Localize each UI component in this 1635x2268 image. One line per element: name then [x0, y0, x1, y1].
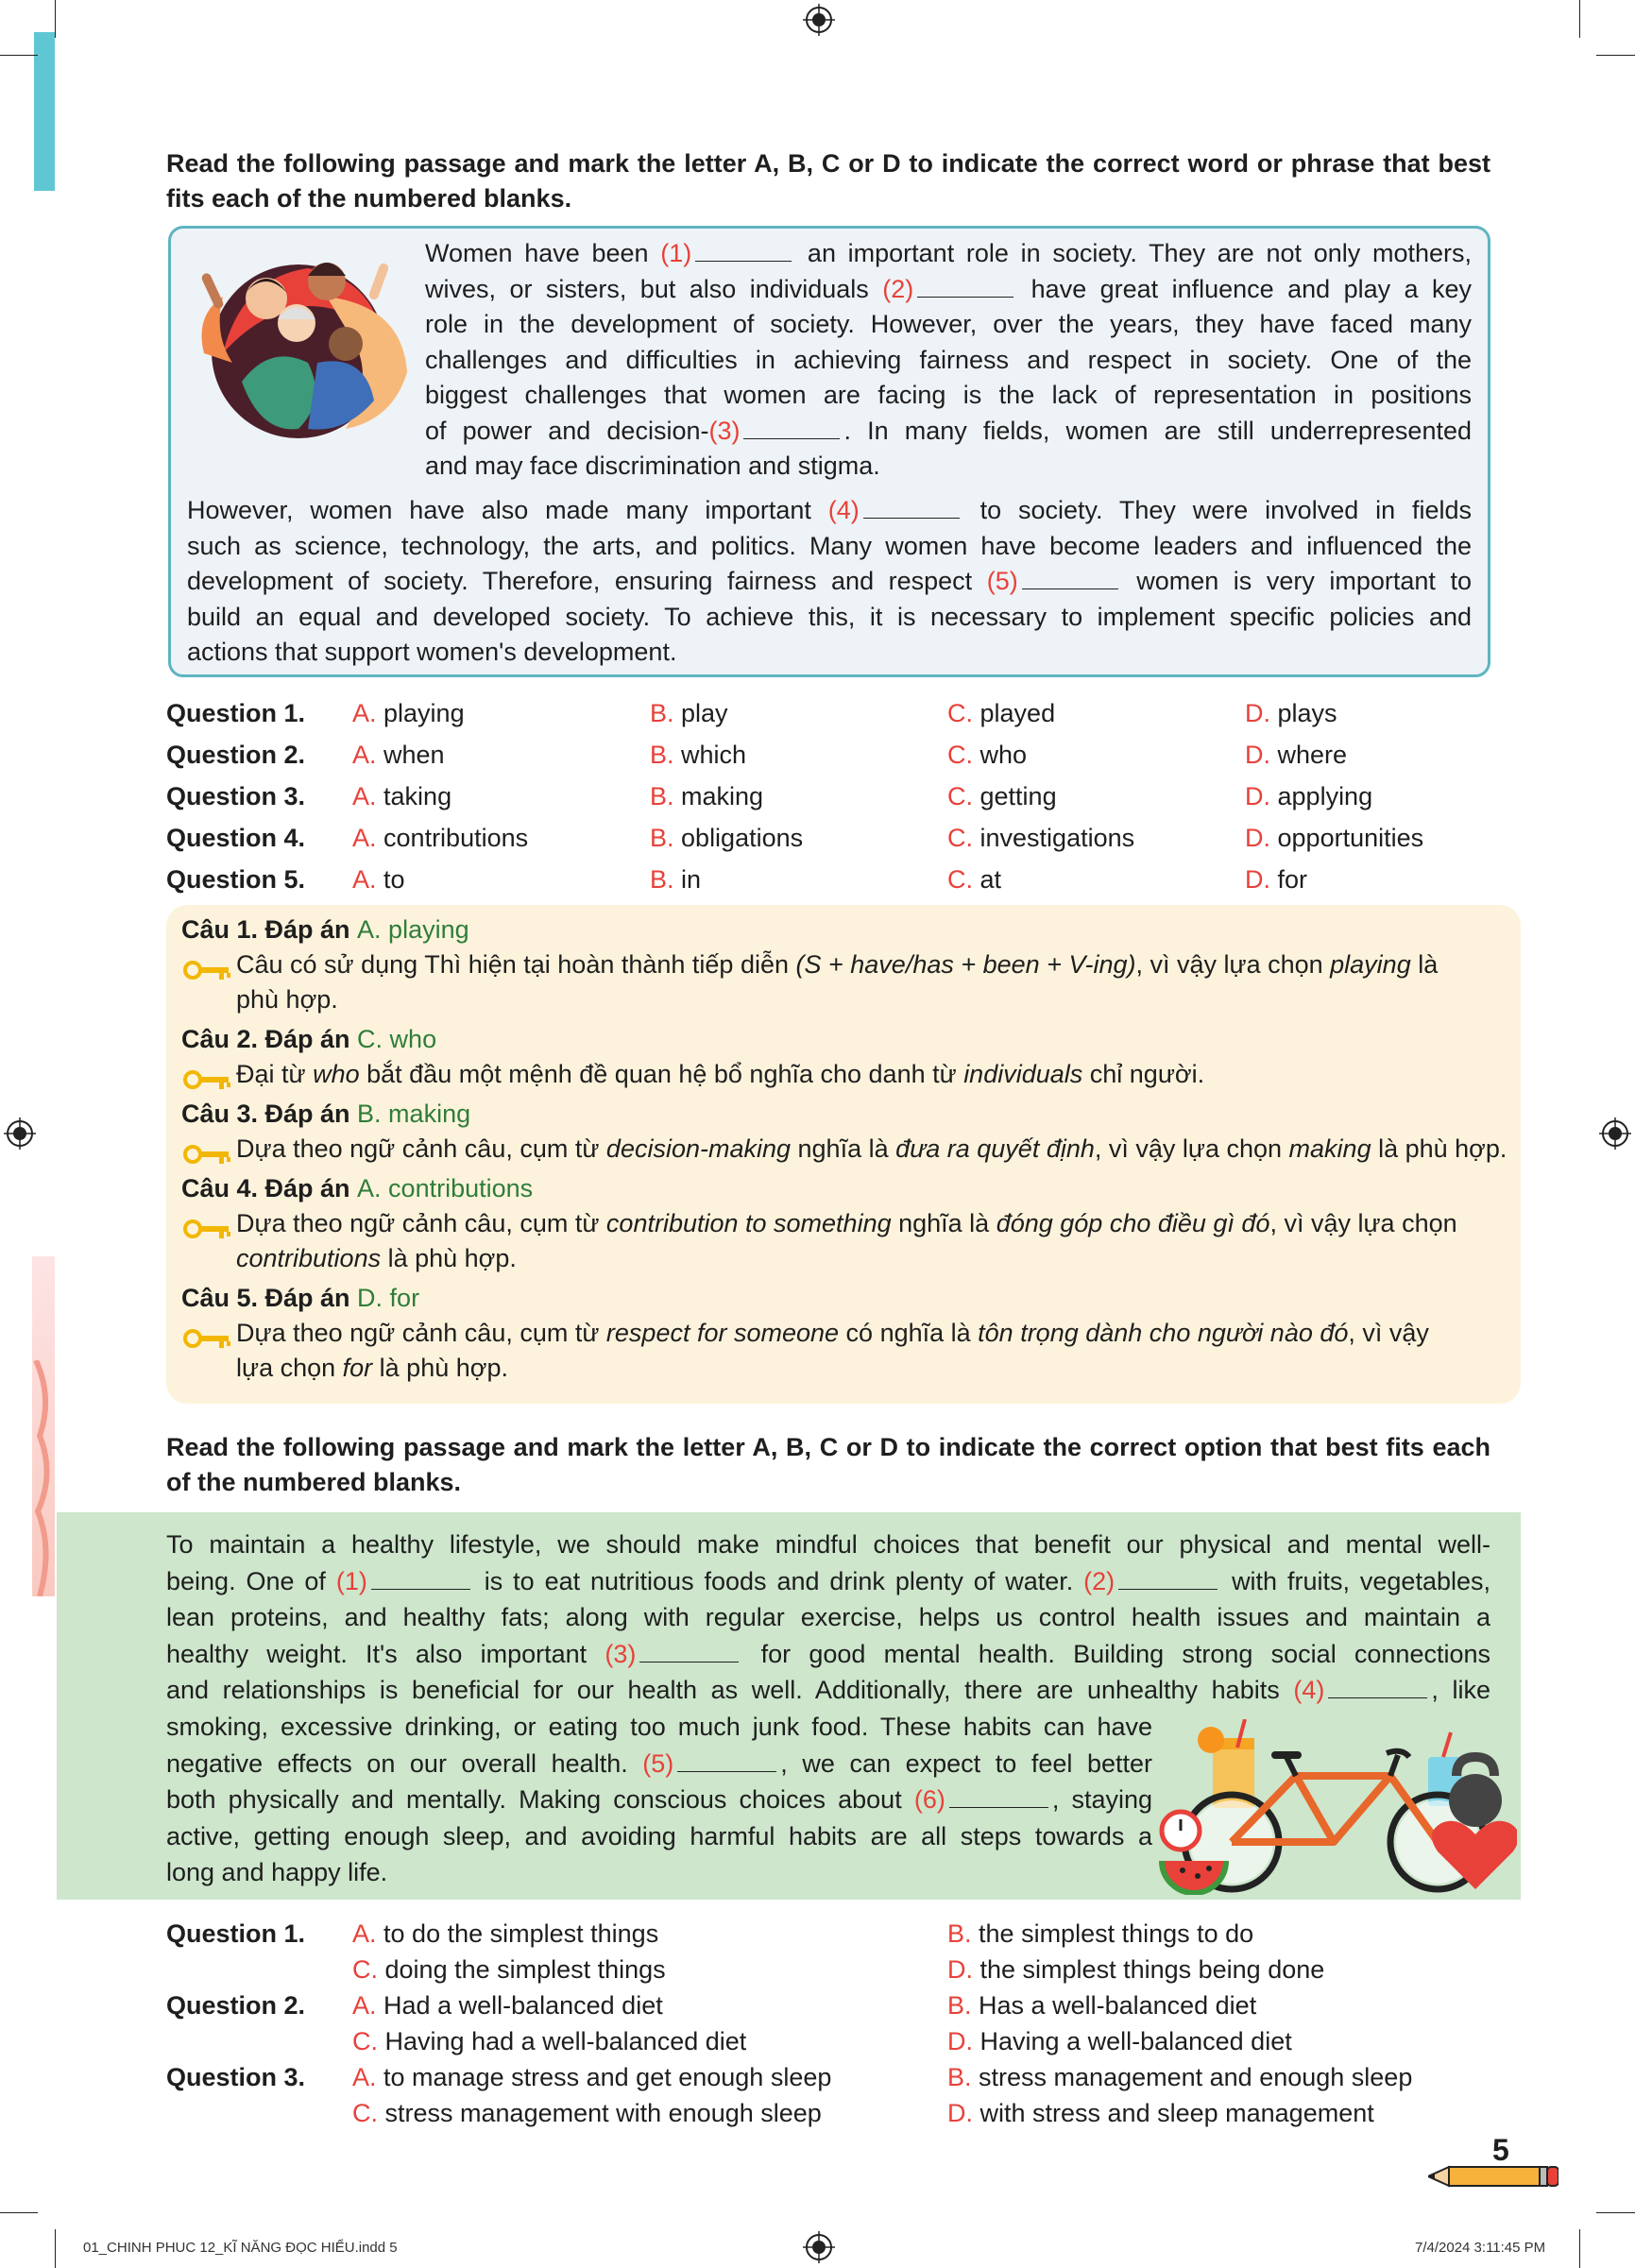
passage-text: and may face discrimination and stigma.: [425, 452, 880, 480]
passage-text: negative effects on our overall health.: [166, 1748, 643, 1778]
option-letter: C.: [947, 824, 973, 852]
passage-text: , like: [1431, 1676, 1490, 1705]
option-letter: B.: [650, 699, 674, 727]
question-label: Question 1.: [166, 699, 306, 727]
passage-line: [166, 1563, 1490, 1600]
option-letter: C.: [947, 782, 973, 810]
explanation-text: decision-making: [605, 1134, 792, 1163]
option-letter: D.: [947, 1955, 973, 1984]
option-letter: D.: [1245, 824, 1270, 852]
passage-text: Women have been: [425, 239, 661, 267]
passage-line: [166, 1636, 1490, 1673]
option-text: played: [979, 699, 1056, 727]
passage-line: [187, 564, 1472, 600]
option-letter: A.: [352, 699, 377, 727]
section2-instruction: Read the following passage and mark the letter A, B, C or D to indicate the correct option that best fits each of the numbered blanks.: [166, 1433, 1490, 1496]
option-text: playing: [383, 699, 465, 727]
question-row: [166, 736, 1507, 774]
answer-option[interactable]: [352, 736, 445, 774]
crop-mark: [0, 55, 38, 56]
option-letter: B.: [947, 2063, 972, 2091]
explanation-text: Dựa theo ngữ cảnh câu, cụm từ: [236, 1319, 606, 1347]
healthy-lifestyle-illustration: [1154, 1719, 1517, 1895]
key-icon: [183, 1323, 232, 1344]
answer-option[interactable]: [947, 1952, 1324, 1987]
answer-blank: [639, 1660, 739, 1663]
question-label: Question 4.: [166, 824, 306, 852]
blank-number: (6): [913, 1785, 945, 1815]
answer-option[interactable]: [650, 819, 803, 857]
explanation-text: đưa ra quyết định: [895, 1134, 1095, 1163]
explanation-text: là: [1410, 950, 1439, 979]
explanation-text: (S + have/has + been + V-ing): [795, 950, 1136, 979]
registration-mark-icon: [1599, 1117, 1631, 1150]
answer-label: Câu 2. Đáp án: [181, 1025, 358, 1053]
option-text: Has a well-balanced diet: [979, 1991, 1257, 2020]
passage-line: [187, 529, 1472, 565]
passage-line: [166, 1746, 1152, 1782]
passage-text: with fruits, vegetables,: [1221, 1566, 1490, 1595]
passage-text: have great influence and play a key: [1017, 274, 1472, 303]
answer-option[interactable]: [947, 694, 1055, 732]
answer-option[interactable]: [1245, 694, 1337, 732]
answer-option[interactable]: [352, 1987, 663, 2023]
explanation-text: for: [342, 1354, 373, 1382]
answer-option[interactable]: [352, 819, 528, 857]
option-letter: D.: [947, 2027, 973, 2055]
question-row: [166, 694, 1507, 732]
explanation-text: contribution to something: [605, 1209, 892, 1237]
passage-text: biggest challenges that women are facing is the lack of representation in positions: [425, 381, 1472, 409]
answer-option[interactable]: [352, 694, 465, 732]
passage-text: of power and decision-: [425, 416, 709, 445]
option-letter: C.: [947, 865, 973, 894]
option-letter: D.: [1245, 782, 1270, 810]
question-row: [166, 819, 1507, 857]
option-text: Had a well-balanced diet: [383, 1991, 663, 2020]
section1-instruction: Read the following passage and mark the letter A, B, C or D to indicate the correct word or phrase that best fits each of the numbered blanks.: [166, 149, 1490, 213]
blank-number: (3): [605, 1639, 637, 1668]
explanation-line: [236, 982, 1506, 1017]
explanation-text: nghĩa là: [791, 1134, 896, 1163]
passage-text: both physically and mentally. Making conscious choices about: [166, 1785, 914, 1815]
explanation-line: [236, 1351, 1506, 1386]
explanation-text: là phù hợp.: [381, 1244, 517, 1272]
question-label: Question 3.: [166, 782, 306, 810]
passage-text: wives, or sisters, but also individuals: [425, 274, 883, 303]
passage-line: [166, 1672, 1490, 1709]
passage-text: women is very important to: [1121, 567, 1472, 595]
option-text: investigations: [979, 824, 1135, 852]
passage-line: [166, 1599, 1490, 1636]
passage-line: [187, 493, 1472, 529]
passage-text: being. One of: [166, 1566, 336, 1595]
option-text: which: [681, 741, 747, 769]
option-text: stress management with enough sleep: [384, 2099, 822, 2127]
answer-heading: [181, 1022, 1504, 1057]
key-icon: [183, 955, 232, 976]
crop-mark: [1579, 2229, 1580, 2268]
explanation-line: [236, 947, 1506, 982]
explanation-text: Dựa theo ngữ cảnh câu, cụm từ: [236, 1134, 606, 1163]
explanation-text: who: [313, 1060, 360, 1088]
explanation-line: [236, 1206, 1506, 1241]
correct-answer: A. contributions: [357, 1174, 534, 1202]
answer-label: Câu 4. Đáp án: [181, 1174, 358, 1202]
option-text: opportunities: [1277, 824, 1424, 852]
passage-line: [166, 1782, 1152, 1818]
explanation-text: tôn trọng dành cho người nào đó: [978, 1319, 1349, 1347]
passage-text: active, getting enough sleep, and avoiding harmful habits are all steps towards a: [166, 1821, 1152, 1850]
option-letter: A.: [352, 782, 377, 810]
option-letter: C.: [947, 699, 973, 727]
question-label: Question 5.: [166, 865, 306, 894]
option-letter: C.: [352, 2027, 378, 2055]
blank-number: (5): [986, 567, 1018, 595]
blank-number: (5): [642, 1748, 674, 1778]
answer-explanation: [183, 1206, 1506, 1276]
option-text: to do the simplest things: [383, 1919, 659, 1948]
option-text: for: [1277, 865, 1308, 894]
explanation-text: contributions: [236, 1244, 382, 1272]
option-letter: C.: [352, 2099, 378, 2127]
option-text: applying: [1277, 782, 1373, 810]
answer-option[interactable]: [650, 694, 728, 732]
footer-timestamp: 7/4/2024 3:11:45 PM: [1415, 2240, 1546, 2256]
option-text: where: [1277, 741, 1348, 769]
passage-text: . In many fields, women are still underrepresented: [843, 416, 1473, 445]
answer-explanation: [183, 1132, 1506, 1167]
key-icon: [183, 1139, 232, 1160]
question-label: Question 1.: [166, 1919, 306, 1948]
passage1-paragraph1: [425, 236, 1472, 485]
option-text: to: [383, 865, 405, 894]
answer-explanation: [183, 947, 1506, 1017]
option-letter: A.: [352, 1919, 377, 1948]
passage-line: [166, 1709, 1152, 1746]
explanation-text: respect for someone: [605, 1319, 840, 1347]
passage-line: [166, 1818, 1152, 1855]
explanation-text: , vì vậy lựa chọn: [1094, 1134, 1289, 1163]
option-text: stress management and enough sleep: [979, 2063, 1413, 2091]
passage-line: [425, 414, 1472, 450]
option-letter: B.: [650, 782, 674, 810]
blank-number: (4): [1293, 1676, 1325, 1705]
answer-heading: [181, 1171, 1504, 1206]
explanation-text: Câu có sử dụng Thì hiện tại hoàn thành tiếp diễn: [236, 950, 796, 979]
answer-option[interactable]: [947, 777, 1057, 815]
passage-line: [425, 236, 1472, 272]
option-letter: D.: [1245, 699, 1270, 727]
option-letter: A.: [352, 1991, 377, 2020]
answer-blank: [743, 436, 840, 439]
question-label: Question 3.: [166, 2063, 306, 2091]
passage-line: [425, 272, 1472, 308]
explanation-text: lựa chọn: [236, 1354, 343, 1382]
passage-text: However, women have also made many important: [187, 496, 828, 524]
passage-line: [187, 600, 1472, 636]
passage1-paragraph2: [187, 493, 1472, 671]
option-letter: C.: [947, 741, 973, 769]
explanation-text: making: [1288, 1134, 1371, 1163]
correct-answer: A. playing: [357, 915, 469, 944]
option-letter: A.: [352, 741, 377, 769]
passage-text: is to eat nutritious foods and drink plenty of water.: [473, 1566, 1084, 1595]
option-letter: A.: [352, 824, 377, 852]
passage-text: healthy weight. It's also important: [166, 1639, 605, 1668]
passage-text: build an equal and developed society. To achieve this, it is necessary to implement specific policies and: [187, 602, 1472, 631]
passage-text: an important role in society. They are not only mothers,: [795, 239, 1472, 267]
answer-option[interactable]: [352, 861, 405, 898]
answer-option[interactable]: [1245, 777, 1372, 815]
answer-option[interactable]: [1245, 861, 1307, 898]
passage-text: smoking, excessive drinking, or eating too much junk food. These habits can have: [166, 1712, 1152, 1741]
question-row: [166, 861, 1507, 898]
option-text: at: [979, 865, 1002, 894]
passage-text: , staying: [1051, 1785, 1152, 1815]
explanation-line: [236, 1132, 1506, 1167]
passage-line: [166, 1854, 1152, 1891]
answer-option[interactable]: [650, 736, 746, 774]
explanation-text: chỉ người.: [1082, 1060, 1205, 1088]
option-letter: D.: [947, 2099, 973, 2127]
answer-blank: [371, 1587, 470, 1590]
passage-line: [425, 449, 1472, 485]
passage-text: role in the development of society. However, over the years, they have faced many: [425, 310, 1472, 338]
explanation-line: [236, 1241, 1506, 1276]
passage-text: long and happy life.: [166, 1858, 388, 1887]
answer-blank: [863, 516, 960, 519]
answer-option[interactable]: [947, 2023, 1292, 2059]
answer-option[interactable]: [947, 861, 1001, 898]
passage-text: To maintain a healthy lifestyle, we should make mindful choices that benefit our physical and mental well-: [166, 1530, 1490, 1559]
option-letter: D.: [1245, 741, 1270, 769]
question-label: Question 2.: [166, 741, 306, 769]
passage-text: and relationships is beneficial for our health as well. Additionally, there are unhealthy habits: [166, 1676, 1294, 1705]
explanation-text: Dựa theo ngữ cảnh câu, cụm từ: [236, 1209, 606, 1237]
question-label: Question 2.: [166, 1991, 306, 2020]
correct-answer: B. making: [357, 1100, 471, 1128]
crop-mark: [1579, 0, 1580, 38]
registration-mark-icon: [4, 1117, 36, 1150]
explanation-text: Đại từ: [236, 1060, 314, 1088]
option-text: getting: [979, 782, 1057, 810]
answer-explanation: [183, 1316, 1506, 1386]
blank-number: (1): [660, 239, 692, 267]
explanation-line: [236, 1316, 1506, 1351]
option-text: Having a well-balanced diet: [979, 2027, 1292, 2055]
passage-line: [425, 343, 1472, 379]
option-text: making: [681, 782, 764, 810]
answer-heading: [181, 1281, 1504, 1316]
answer-option[interactable]: [352, 1952, 666, 1987]
option-text: when: [383, 741, 445, 769]
passage-text: development of society. Therefore, ensuring fairness and respect: [187, 567, 987, 595]
passage-line: [166, 1526, 1490, 1563]
answer-heading: [181, 1097, 1504, 1132]
option-letter: B.: [650, 741, 674, 769]
option-text: contributions: [383, 824, 529, 852]
option-text: doing the simplest things: [384, 1955, 666, 1984]
option-text: the simplest things to do: [979, 1919, 1254, 1948]
blank-number: (2): [882, 274, 914, 303]
option-letter: A.: [352, 865, 377, 894]
answer-option[interactable]: [947, 2059, 1412, 2095]
crop-mark: [55, 0, 56, 38]
explanation-text: , vì vậy lựa chọn: [1135, 950, 1331, 979]
blank-number: (4): [827, 496, 860, 524]
crop-mark: [1596, 2212, 1635, 2213]
registration-mark-icon: [803, 2231, 835, 2263]
explanation-text: , vì vậy lựa chọn: [1269, 1209, 1457, 1237]
answer-blank: [677, 1769, 776, 1772]
passage-text: such as science, technology, the arts, and politics. Many women have become leaders and influenced the: [187, 531, 1472, 560]
explanation-text: phù hợp.: [236, 985, 338, 1014]
registration-mark-icon: [803, 4, 835, 36]
left-leaf-decoration: [32, 1360, 57, 1596]
explanation-text: individuals: [963, 1060, 1083, 1088]
answer-option[interactable]: [352, 1916, 658, 1952]
answer-option[interactable]: [947, 1987, 1256, 2023]
explanation-text: là phù hợp.: [372, 1354, 508, 1382]
option-text: who: [979, 741, 1028, 769]
explanation-text: có nghĩa là: [839, 1319, 979, 1347]
passage-text: actions that support women's development.: [187, 638, 677, 666]
answer-option[interactable]: [947, 736, 1027, 774]
explanation-line: [236, 1057, 1506, 1092]
passage-text: to society. They were involved in fields: [962, 496, 1472, 524]
crop-mark: [0, 2212, 38, 2213]
crop-mark: [1596, 55, 1635, 56]
left-cyan-tab: [34, 32, 55, 191]
passage-line: [425, 378, 1472, 414]
answer-heading: [181, 912, 1504, 947]
answer-option[interactable]: [650, 861, 701, 898]
answer-blank: [695, 259, 792, 262]
answer-option[interactable]: [947, 2095, 1374, 2131]
answer-blank: [1022, 587, 1118, 589]
option-letter: A.: [352, 2063, 377, 2091]
answer-blank: [1328, 1696, 1427, 1698]
option-text: Having had a well-balanced diet: [384, 2027, 747, 2055]
answer-option[interactable]: [1245, 736, 1347, 774]
answer-option[interactable]: [352, 777, 451, 815]
option-letter: B.: [947, 1919, 972, 1948]
explanation-text: bắt đầu một mệnh đề quan hệ bổ nghĩa cho danh từ: [359, 1060, 964, 1088]
option-letter: B.: [650, 865, 674, 894]
option-text: taking: [383, 782, 452, 810]
question-row: [166, 777, 1507, 815]
option-text: obligations: [681, 824, 804, 852]
answer-option[interactable]: [947, 1916, 1253, 1952]
passage-text: for good mental health. Building strong social connections: [742, 1639, 1490, 1668]
answer-blank: [1118, 1587, 1218, 1590]
passage-text: lean proteins, and healthy fats; along with regular exercise, helps us control health issues and maintain a: [166, 1603, 1490, 1632]
answer-option[interactable]: [352, 2095, 822, 2131]
blank-number: (3): [708, 416, 741, 445]
crop-mark: [55, 2229, 56, 2268]
passage-line: [187, 635, 1472, 671]
answer-label: Câu 3. Đáp án: [181, 1100, 358, 1128]
explanation-text: playing: [1330, 950, 1411, 979]
answer-option[interactable]: [352, 2023, 746, 2059]
correct-answer: D. for: [357, 1284, 420, 1312]
explanation-text: , vì vậy: [1348, 1319, 1429, 1347]
pencil-icon: [1428, 2165, 1558, 2188]
explanation-text: là phù hợp.: [1371, 1134, 1507, 1163]
correct-answer: C. who: [357, 1025, 437, 1053]
key-icon: [183, 1065, 232, 1085]
option-letter: B.: [650, 824, 674, 852]
answer-option[interactable]: [1245, 819, 1423, 857]
passage-text: , we can expect to feel better: [780, 1748, 1152, 1778]
answer-label: Câu 1. Đáp án: [181, 915, 358, 944]
answer-blank: [949, 1805, 1048, 1808]
footer-filename: 01_CHINH PHUC 12_KĨ NĂNG ĐỌC HIỂU.indd 5: [83, 2240, 398, 2256]
key-icon: [183, 1214, 232, 1235]
passage-line: [425, 307, 1472, 343]
option-text: the simplest things being done: [979, 1955, 1325, 1984]
explanation-text: nghĩa là: [891, 1209, 996, 1237]
answer-option[interactable]: [650, 777, 763, 815]
answer-blank: [917, 295, 1013, 298]
option-text: to manage stress and get enough sleep: [383, 2063, 832, 2091]
option-letter: B.: [947, 1991, 972, 2020]
option-letter: D.: [1245, 865, 1270, 894]
blank-number: (1): [335, 1566, 367, 1595]
answer-option[interactable]: [352, 2059, 831, 2095]
answer-explanation: [183, 1057, 1506, 1092]
answer-option[interactable]: [947, 819, 1134, 857]
page-number: 5: [1492, 2133, 1509, 2167]
option-text: with stress and sleep management: [979, 2099, 1374, 2127]
option-text: plays: [1277, 699, 1337, 727]
answer-label: Câu 5. Đáp án: [181, 1284, 358, 1312]
passage-text: challenges and difficulties in achieving fairness and respect in society. One of the: [425, 345, 1472, 374]
option-letter: C.: [352, 1955, 378, 1984]
women-group-illustration: [185, 240, 417, 446]
option-text: play: [681, 699, 728, 727]
explanation-text: đóng góp cho điều gì đó: [996, 1209, 1270, 1237]
blank-number: (2): [1083, 1566, 1116, 1595]
option-text: in: [681, 865, 702, 894]
